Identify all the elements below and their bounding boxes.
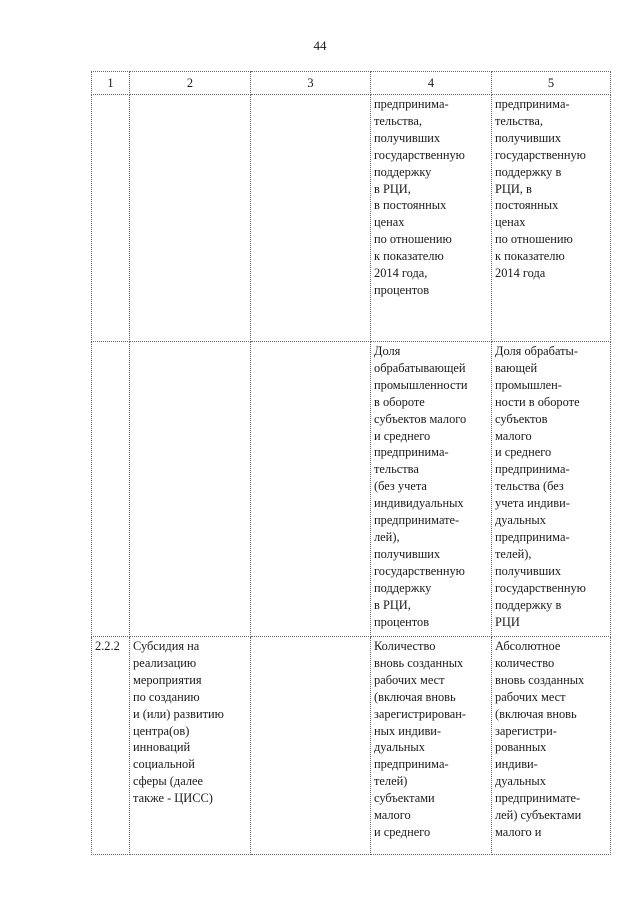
indicator-definition-text: Абсолютное количество вновь созданных рабочих мест (включая вновь зарегистри- рованных индиви- дуальных предпринимате- лей) субъектами малого и bbox=[495, 639, 585, 839]
table-cell bbox=[92, 637, 130, 855]
table-cell bbox=[92, 342, 130, 637]
indicator-definition-text: предпринима- тельства, получивших государственную поддержку в РЦИ, в постоянных ценах по отношению к показателю 2014 года bbox=[495, 97, 586, 281]
column-header-2: 2 bbox=[130, 72, 251, 95]
table-row bbox=[92, 637, 611, 855]
column-header-3: 3 bbox=[251, 72, 371, 95]
table-row bbox=[92, 342, 611, 637]
table-cell bbox=[130, 95, 251, 342]
measure-name-text: Субсидия на реализацию мероприятия по созданию и (или) развитию центра(ов) инноваций социальной сферы (далее также - ЦИСС) bbox=[133, 639, 224, 806]
column-header-1: 1 bbox=[92, 72, 130, 95]
table-cell bbox=[130, 342, 251, 637]
indicator-definition-text: Доля обрабаты- вающей промышлен- ности в обороте субъектов малого и среднего предпринима- тельства (без учета индиви- дуальных предпринима- телей), получивших государственную поддержку в РЦИ bbox=[495, 344, 586, 629]
indicator-name-text: предпринима- тельства, получивших государственную поддержку в РЦИ, в постоянных ценах по отношению к показателю 2014 года, процентов bbox=[374, 97, 465, 297]
table-cell bbox=[492, 637, 611, 855]
document-table bbox=[91, 71, 611, 855]
table-cell bbox=[130, 637, 251, 855]
table-cell bbox=[371, 95, 492, 342]
table-cell bbox=[251, 637, 371, 855]
table-cell bbox=[371, 637, 492, 855]
table-cell bbox=[371, 342, 492, 637]
item-number: 2.2.2 bbox=[95, 639, 120, 653]
column-header-5: 5 bbox=[492, 72, 611, 95]
table-cell bbox=[492, 95, 611, 342]
indicator-name-text: Количество вновь созданных рабочих мест (включая вновь зарегистрирован- ных индиви- дуальных предпринима- телей) субъектами малого и среднего bbox=[374, 639, 467, 839]
column-header-4: 4 bbox=[371, 72, 492, 95]
indicator-name-text: Доля обрабатывающей промышленности в обороте субъектов малого и среднего предпринима- тельства (без учета индивидуальных предпринимате- лей), получивших государственную поддержку в РЦИ, процентов bbox=[374, 344, 468, 629]
page-number: 44 bbox=[313, 38, 327, 53]
table-cell bbox=[251, 95, 371, 342]
table-cell bbox=[92, 95, 130, 342]
table-header-row bbox=[92, 72, 611, 95]
table-cell bbox=[492, 342, 611, 637]
table-cell bbox=[251, 342, 371, 637]
table-row bbox=[92, 95, 611, 342]
